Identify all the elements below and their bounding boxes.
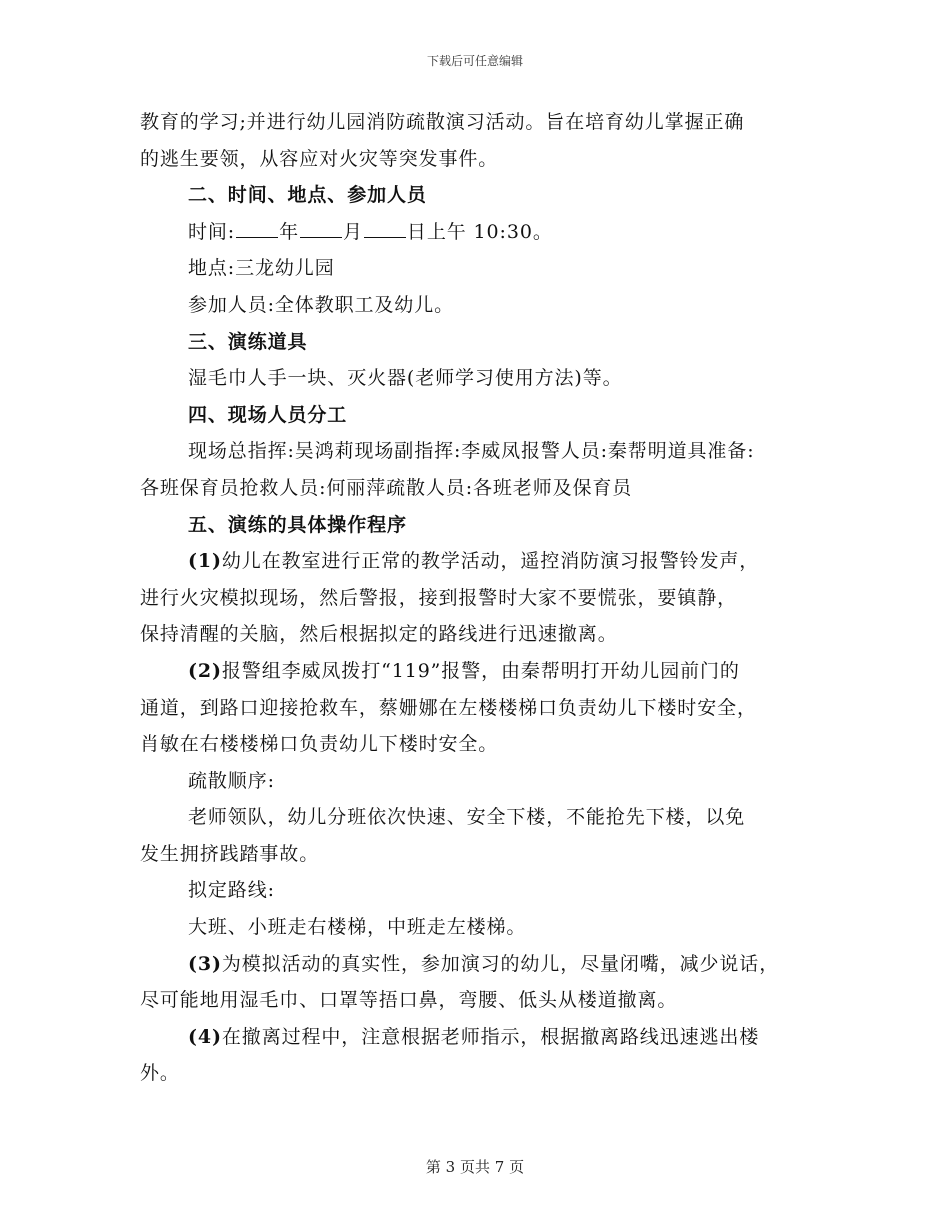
step-3-line: 尽可能地用湿毛巾、口罩等捂口鼻，弯腰、低头从楼道撤离。 — [140, 989, 678, 1012]
step-number: (2) — [188, 659, 222, 682]
roles-line: 各班保育员抢救人员:何丽萍疏散人员:各班老师及保育员 — [140, 476, 633, 499]
page-header: 下载后可任意编辑 — [426, 54, 523, 68]
month-blank — [300, 219, 342, 238]
step-text: 报警组李威凤拨打“119”报警，由秦帮明打开幼儿园前门的 — [221, 659, 740, 682]
year-label: 年 — [279, 220, 300, 243]
step-number: (4) — [188, 1025, 222, 1048]
time-line — [140, 214, 820, 251]
paragraph-line: 的逃生要领，从容应对火灾等突发事件。 — [140, 147, 499, 170]
step-4-line: 外。 — [140, 1062, 180, 1085]
section-heading-props: 三、演练道具 — [188, 330, 308, 353]
page-footer: 第 3 页共 7 页 — [425, 1158, 525, 1176]
document-body — [140, 104, 820, 1092]
step-4-line — [140, 1019, 820, 1056]
evacuation-order-label: 疏散顺序: — [188, 769, 275, 792]
step-2-line — [140, 653, 820, 690]
day-time-label: 日上午 10:30。 — [406, 220, 553, 243]
day-blank — [364, 219, 406, 238]
route-line: 大班、小班走右楼梯，中班走左楼梯。 — [188, 916, 527, 939]
step-1-line: 保持清醒的关脑，然后根据拟定的路线进行迅速撤离。 — [140, 623, 618, 646]
section-heading-time-place: 二、时间、地点、参加人员 — [188, 184, 427, 207]
step-text: 幼儿在教室进行正常的教学活动，遥控消防演习报警铃发声， — [221, 550, 760, 573]
step-1-line: 进行火灾模拟现场，然后警报，接到报警时大家不要慌张，要镇静， — [140, 586, 738, 609]
month-label: 月 — [343, 220, 363, 243]
place-line: 地点:三龙幼儿园 — [188, 257, 335, 280]
step-3-line — [140, 946, 820, 983]
step-text: 为模拟活动的真实性，参加演习的幼儿，尽量闭嘴，减少说话， — [221, 952, 780, 975]
time-label: 时间: — [188, 220, 236, 243]
roles-line: 现场总指挥:吴鸿莉现场副指挥:李威凤报警人员:秦帮明道具准备: — [188, 440, 755, 463]
step-text: 在撤离过程中，注意根据老师指示，根据撤离路线迅速逃出楼 — [221, 1025, 760, 1048]
route-label: 拟定路线: — [188, 879, 275, 902]
props-line: 湿毛巾人手一块、灭火器(老师学习使用方法)等。 — [188, 367, 623, 390]
step-2-line: 肖敏在右楼楼梯口负责幼儿下楼时安全。 — [140, 733, 499, 756]
step-1-line — [140, 543, 820, 580]
participants-line: 参加人员:全体教职工及幼儿。 — [188, 293, 455, 316]
evacuation-order-line: 发生拥挤践踏事故。 — [140, 842, 320, 865]
paragraph-line: 教育的学习;并进行幼儿园消防疏散演习活动。旨在培育幼儿掌握正确 — [140, 111, 745, 133]
evacuation-order-line: 老师领队，幼儿分班依次快速、安全下楼，不能抢先下楼，以免 — [188, 806, 746, 829]
step-number: (1) — [188, 550, 222, 573]
year-blank — [236, 219, 278, 238]
section-heading-procedure: 五、演练的具体操作程序 — [188, 513, 407, 536]
step-number: (3) — [188, 952, 222, 975]
section-heading-roles: 四、现场人员分工 — [188, 403, 348, 426]
step-2-line: 通道，到路口迎接抢救车，蔡姗娜在左楼楼梯口负责幼儿下楼时安全， — [140, 696, 757, 719]
